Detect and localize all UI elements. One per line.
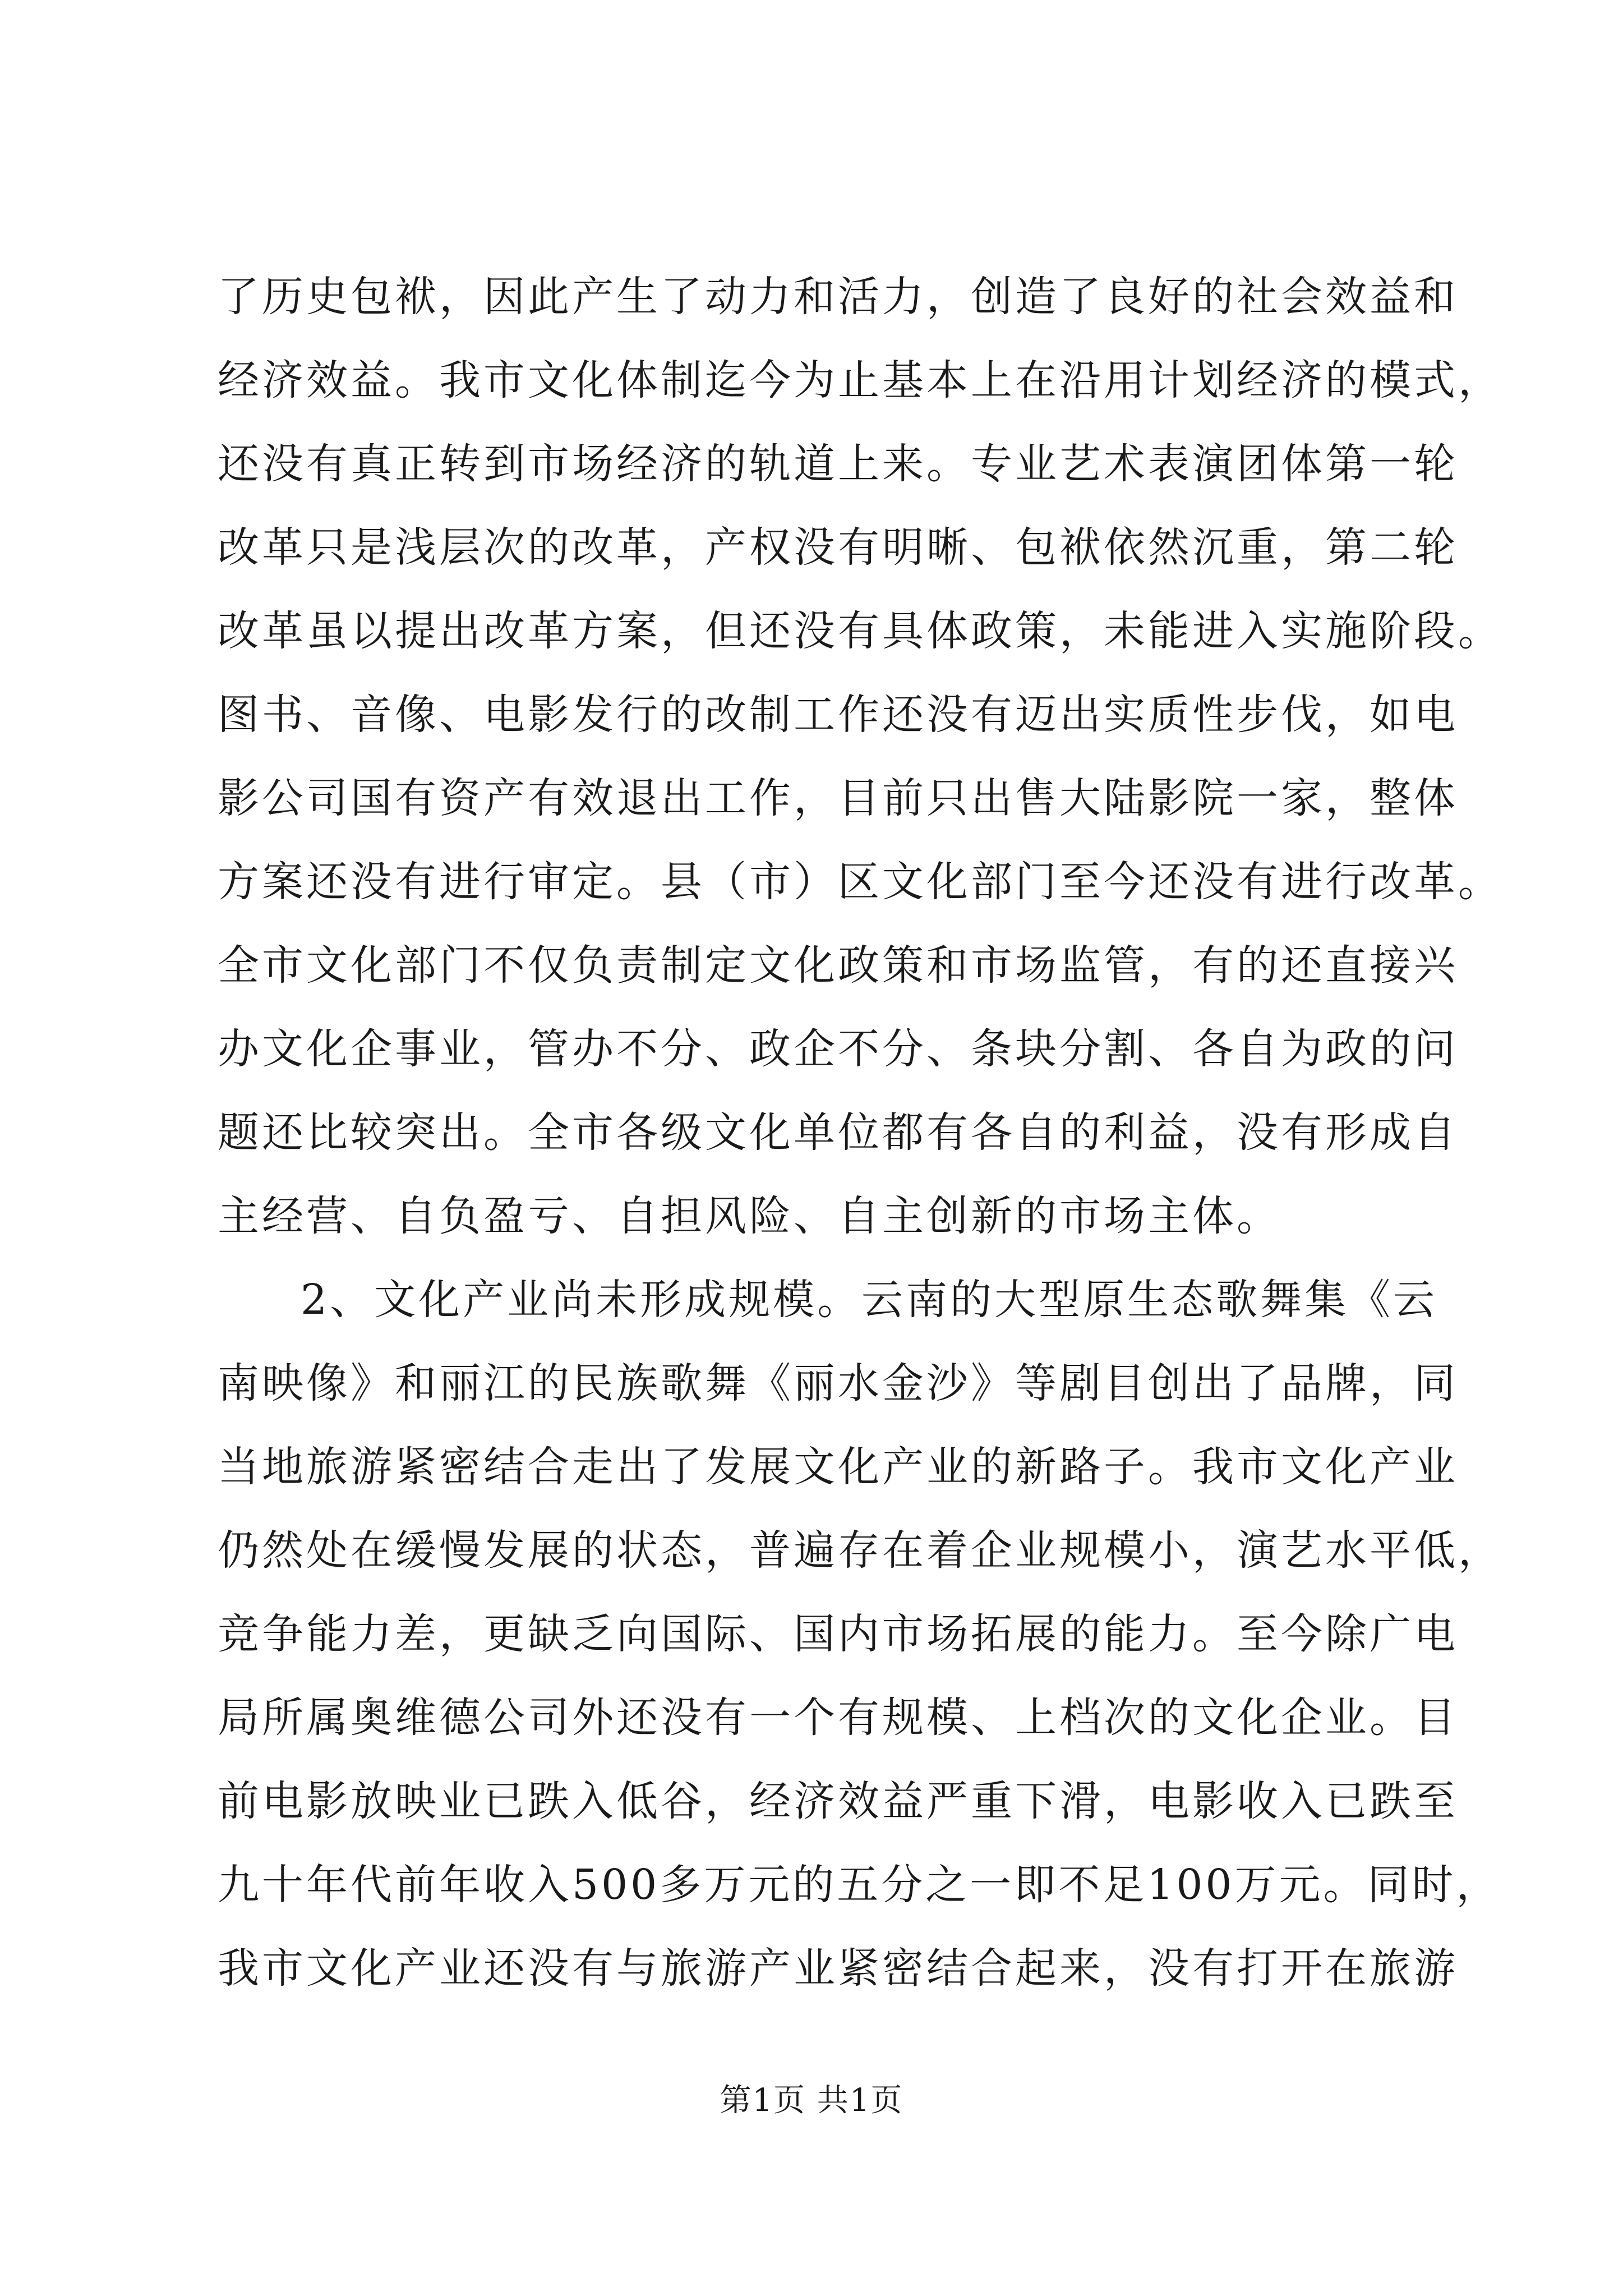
text-line: 仍然处在缓慢发展的状态，普遍存在着企业规模小，演艺水平低， [218,1526,1502,1575]
text-line: 前电影放映业已跌入低谷，经济效益严重下滑，电影收入已跌至 [218,1777,1458,1825]
text-line: 当地旅游紧密结合走出了发展文化产业的新路子。我市文化产业 [218,1443,1458,1491]
page-footer [0,2078,1623,2123]
text-line: 了历史包袱，因此产生了动力和活力，创造了良好的社会效益和 [218,273,1458,321]
text-line: 我市文化产业还没有与旅游产业紧密结合起来，没有打开在旅游 [218,1944,1458,1993]
text-line: 主经营、自负盈亏、自担风险、自主创新的市场主体。 [218,1192,1281,1240]
text-line: 九十年代前年收入500多万元的五分之一即不足100万元。同时， [218,1861,1501,1909]
body-text [218,255,1502,2010]
text-line: 图书、音像、电影发行的改制工作还没有迈出实质性步伐，如电 [218,691,1458,739]
page-number-label: 第1页 共1页 [720,2082,903,2119]
text-line: 竞争能力差，更缺乏向国际、国内市场拓展的能力。至今除广电 [218,1610,1458,1658]
text-line: 南映像》和丽江的民族歌舞《丽水金沙》等剧目创出了品牌，同 [218,1359,1458,1407]
text-line: 还没有真正转到市场经济的轨道上来。专业艺术表演团体第一轮 [218,440,1458,488]
text-line: 改革虽以提出改革方案，但还没有具体政策，未能进入实施阶段。 [218,607,1502,655]
text-line: 改革只是浅层次的改革，产权没有明晰、包袱依然沉重，第二轮 [218,523,1458,572]
text-line: 题还比较突出。全市各级文化单位都有各自的利益，没有形成自 [218,1108,1458,1157]
text-line: 办文化企事业，管办不分、政企不分、条块分割、各自为政的问 [218,1025,1458,1073]
text-line: 全市文化部门不仅负责制定文化政策和市场监管，有的还直接兴 [218,941,1458,990]
text-line: 影公司国有资产有效退出工作，目前只出售大陆影院一家，整体 [218,774,1458,822]
text-line: 方案还没有进行审定。县（市）区文化部门至今还没有进行改革。 [218,858,1502,906]
paragraph-start-line: 2、文化产业尚未形成规模。云南的大型原生态歌舞集《云 [301,1276,1438,1324]
text-line: 局所属奥维德公司外还没有一个有规模、上档次的文化企业。目 [218,1694,1458,1742]
text-line: 经济效益。我市文化体制迄今为止基本上在沿用计划经济的模式， [218,356,1502,404]
